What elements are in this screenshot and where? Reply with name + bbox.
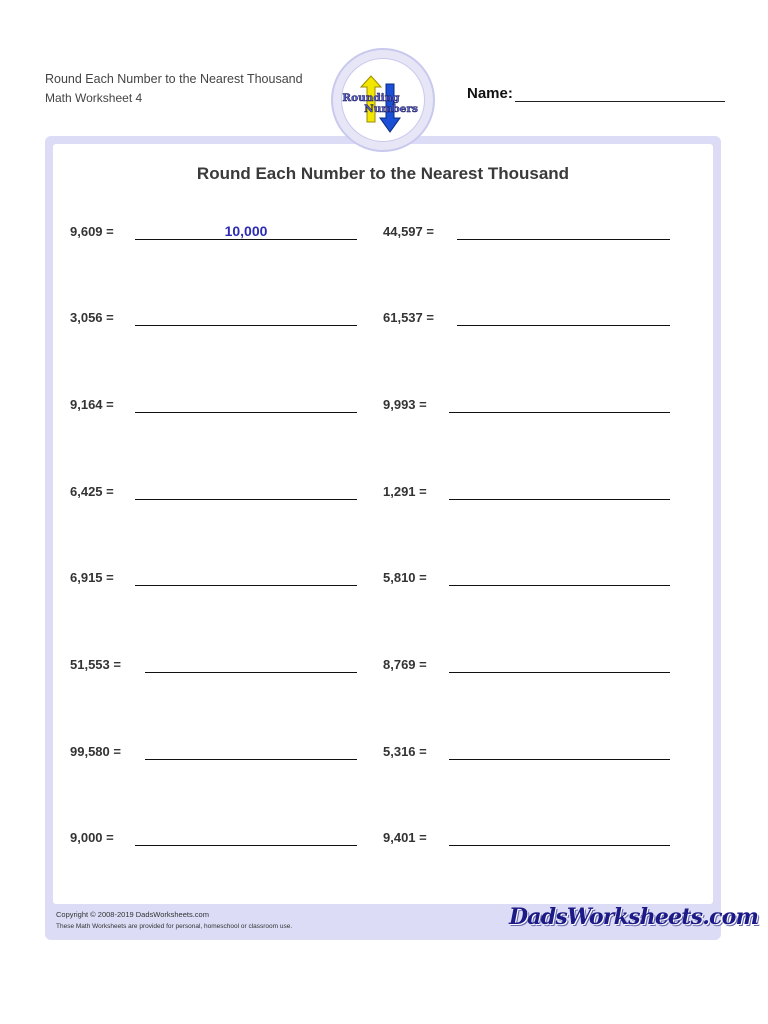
logo-line-1: Rounding (342, 92, 400, 104)
answer-line-right-7[interactable] (449, 759, 670, 760)
problem-left-7: 99,580 = (70, 744, 121, 759)
problem-left-1: 9,609 = (70, 224, 114, 239)
name-line[interactable] (515, 87, 725, 102)
answer-line-right-3[interactable] (449, 412, 670, 413)
answer-line-right-4[interactable] (449, 499, 670, 500)
name-label: Name: (467, 85, 513, 102)
answer-line-right-1[interactable] (457, 239, 670, 240)
problem-left-6: 51,553 = (70, 657, 121, 672)
problem-right-5: 5,810 = (383, 570, 427, 585)
problem-right-3: 9,993 = (383, 397, 427, 412)
worksheet-header-title: Round Each Number to the Nearest Thousand (45, 72, 303, 86)
name-field[interactable] (467, 85, 725, 102)
worksheet-header-subtitle: Math Worksheet 4 (45, 91, 143, 105)
answer-line-left-2[interactable] (135, 325, 357, 326)
answer-line-right-2[interactable] (457, 325, 670, 326)
copyright-text: Copyright © 2008-2019 DadsWorksheets.com (56, 910, 209, 919)
problem-left-4: 6,425 = (70, 484, 114, 499)
answer-line-left-6[interactable] (145, 672, 357, 673)
problem-left-8: 9,000 = (70, 830, 114, 845)
answer-line-left-5[interactable] (135, 585, 357, 586)
problem-right-6: 8,769 = (383, 657, 427, 672)
rounding-numbers-logo (331, 48, 435, 152)
problem-right-1: 44,597 = (383, 224, 434, 239)
answer-line-left-4[interactable] (135, 499, 357, 500)
worksheet-frame (45, 136, 759, 940)
worksheet-body (53, 144, 713, 904)
worksheet-title: Round Each Number to the Nearest Thousand (196, 164, 570, 183)
problem-left-3: 9,164 = (70, 397, 114, 412)
problem-right-4: 1,291 = (383, 484, 427, 499)
rounding-arrows-icon (333, 50, 433, 150)
problem-left-2: 3,056 = (70, 310, 114, 325)
problem-right-8: 9,401 = (383, 830, 427, 845)
problem-right-2: 61,537 = (383, 310, 434, 325)
answer-line-left-3[interactable] (135, 412, 357, 413)
usage-text: These Math Worksheets are provided for personal, homeschool or classroom use. (56, 923, 293, 930)
answer-line-right-6[interactable] (449, 672, 670, 673)
answer-line-right-5[interactable] (449, 585, 670, 586)
dadsworksheets-logo[interactable]: DadsWorksheets.com (509, 904, 759, 930)
answer-line-left-8[interactable] (135, 845, 357, 846)
problem-left-5: 6,915 = (70, 570, 114, 585)
answer-line-right-8[interactable] (449, 845, 670, 846)
answer-line-left-1[interactable] (135, 239, 357, 240)
answer-left-1: 10,000 (224, 223, 268, 239)
logo-line-2: Numbers (364, 103, 418, 115)
problem-right-7: 5,316 = (383, 744, 427, 759)
answer-line-left-7[interactable] (145, 759, 357, 760)
